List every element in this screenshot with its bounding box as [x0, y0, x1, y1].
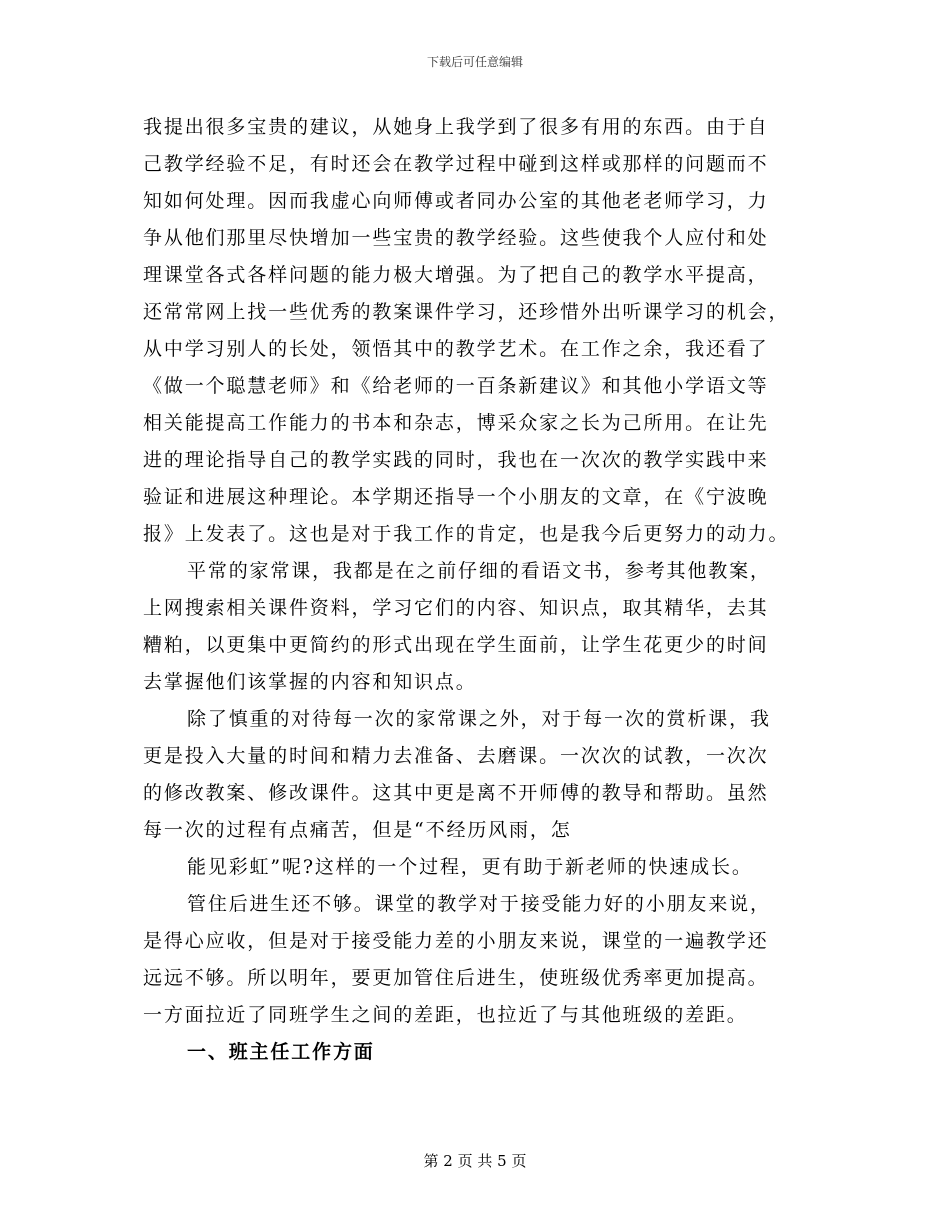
paragraph-line: 一方面拉近了同班学生之间的差距，也拉近了与其他班级的差距。 — [143, 1004, 748, 1026]
paragraph-line: 理课堂各式各样问题的能力极大增强。为了把自己的教学水平提高， — [143, 264, 769, 286]
document-body — [143, 109, 807, 1071]
paragraph-line: 去掌握他们该掌握的内容和知识点。 — [143, 671, 477, 693]
paragraph-line: 相关能提高工作能力的书本和杂志，博采众家之长为己所用。在让先 — [143, 412, 769, 434]
paragraph-line: 更是投入大量的时间和精力去准备、去磨课。一次次的试教，一次次 — [143, 745, 769, 767]
paragraph-line: 争从他们那里尽快增加一些宝贵的教学经验。这些使我个人应付和处 — [143, 227, 769, 249]
paragraph-first-line: 管住后进生还不够。课堂的教学对于接受能力好的小朋友来说， — [187, 893, 771, 915]
paragraph-first-line: 除了慎重的对待每一次的家常课之外，对于每一次的赏析课，我 — [187, 708, 771, 730]
paragraph-line: 我提出很多宝贵的建议，从她身上我学到了很多有用的东西。由于自 — [143, 116, 769, 138]
paragraph-line: 己教学经验不足，有时还会在教学过程中碰到这样或那样的问题而不 — [143, 153, 769, 175]
page-header: 下载后可任意编辑 — [426, 55, 523, 69]
paragraph-line: 进的理论指导自己的教学实践的同时，我也在一次次的教学实践中来 — [143, 449, 769, 471]
page-number-footer: 第 2 页 共 5 页 — [423, 1152, 527, 1170]
paragraph-line: 每一次的过程有点痛苦，但是“不经历风雨，怎 — [143, 819, 572, 841]
section-heading: 一、班主任工作方面 — [187, 1041, 375, 1063]
paragraph-line: 的修改教案、修改课件。这其中更是离不开师傅的教导和帮助。虽然 — [143, 782, 769, 804]
paragraph-line: 糟粕，以更集中更简约的形式出现在学生面前，让学生花更少的时间 — [143, 634, 769, 656]
paragraph-line: 报》上发表了。这也是对于我工作的肯定，也是我今后更努力的动力。 — [143, 523, 790, 545]
paragraph-line: 是得心应收，但是对于接受能力差的小朋友来说，课堂的一遍教学还 — [143, 930, 769, 952]
paragraph-line: 从中学习别人的长处，领悟其中的教学艺术。在工作之余，我还看了 — [143, 338, 769, 360]
paragraph-line: 远远不够。所以明年，要更加管住后进生，使班级优秀率更加提高。 — [143, 967, 769, 989]
paragraph-first-line: 平常的家常课，我都是在之前仔细的看语文书，参考其他教案， — [187, 560, 771, 582]
paragraph-line: 验证和进展这种理论。本学期还指导一个小朋友的文章，在《宁波晚 — [143, 486, 769, 508]
paragraph-first-line: 能见彩虹”呢?这样的一个过程，更有助于新老师的快速成长。 — [187, 856, 753, 878]
paragraph-line: 上网搜索相关课件资料，学习它们的内容、知识点，取其精华，去其 — [143, 597, 769, 619]
paragraph-line: 还常常网上找一些优秀的教案课件学习，还珍惜外出听课学习的机会， — [143, 301, 790, 323]
paragraph-line: 知如何处理。因而我虚心向师傅或者同办公室的其他老老师学习，力 — [143, 190, 769, 212]
paragraph-line: 《做一个聪慧老师》和《给老师的一百条新建议》和其他小学语文等 — [143, 375, 769, 397]
